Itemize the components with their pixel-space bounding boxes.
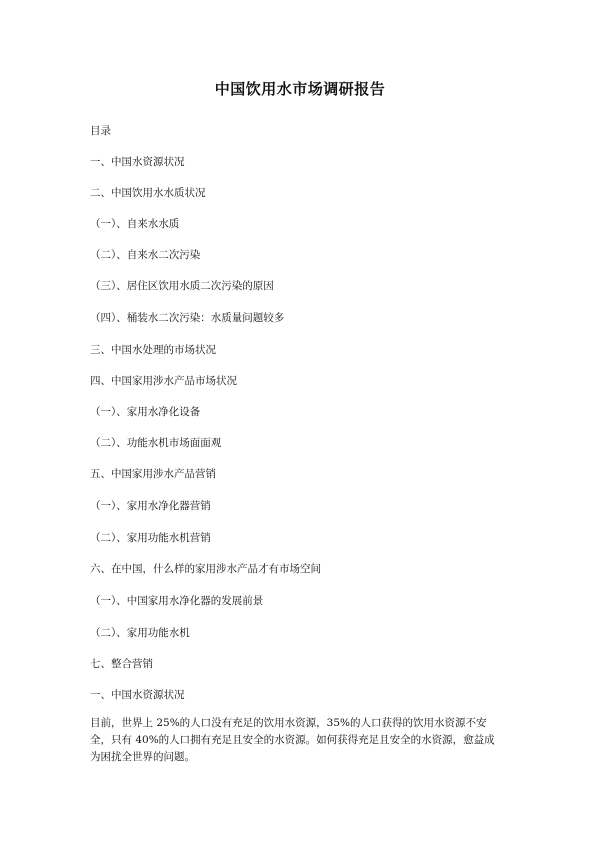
toc-item: 三、中国水处理的市场状况 (90, 344, 216, 356)
toc-item: （二）、自来水二次污染 (90, 249, 201, 261)
toc-item: （二）、功能水机市场面面观 (90, 437, 222, 449)
toc-item: 五、中国家用涉水产品营销 (90, 468, 216, 480)
toc-item: 一、中国水资源状况 (90, 156, 185, 168)
toc-item: 四、中国家用涉水产品市场状况 (90, 375, 237, 387)
toc-item: 二、中国饮用水水质状况 (90, 187, 206, 199)
toc-item: （一）、家用水净化器营销 (90, 500, 211, 512)
toc-item: 七、整合营销 (90, 658, 153, 670)
toc-item: （四）、桶装水二次污染：水质量问题较多 (90, 312, 285, 324)
toc-item: （一）、自来水水质 (90, 218, 180, 230)
toc-item: （三）、居住区饮用水质二次污染的原因 (90, 280, 274, 292)
body-paragraph: 目前，世界上 25%的人口没有充足的饮用水资源，35%的人口获得的饮用水资源不安全，只有 40%的人口拥有充足且安全的水资源。如何获得充足且安全的水资源，愈益成为困扰全世界的问题。 (90, 717, 495, 763)
toc-item: （二）、家用功能水机 (90, 627, 190, 639)
toc-item: （一）、中国家用水净化器的发展前景 (90, 595, 264, 607)
section-heading: 一、中国水资源状况 (90, 689, 185, 701)
toc-heading: 目录 (90, 125, 111, 137)
document-title: 中国饮用水市场调研报告 (214, 80, 386, 98)
toc-item: （二）、家用功能水机营销 (90, 532, 211, 544)
toc-item: 六、在中国，什么样的家用涉水产品才有市场空间 (90, 563, 321, 575)
toc-item: （一）、家用水净化设备 (90, 406, 201, 418)
